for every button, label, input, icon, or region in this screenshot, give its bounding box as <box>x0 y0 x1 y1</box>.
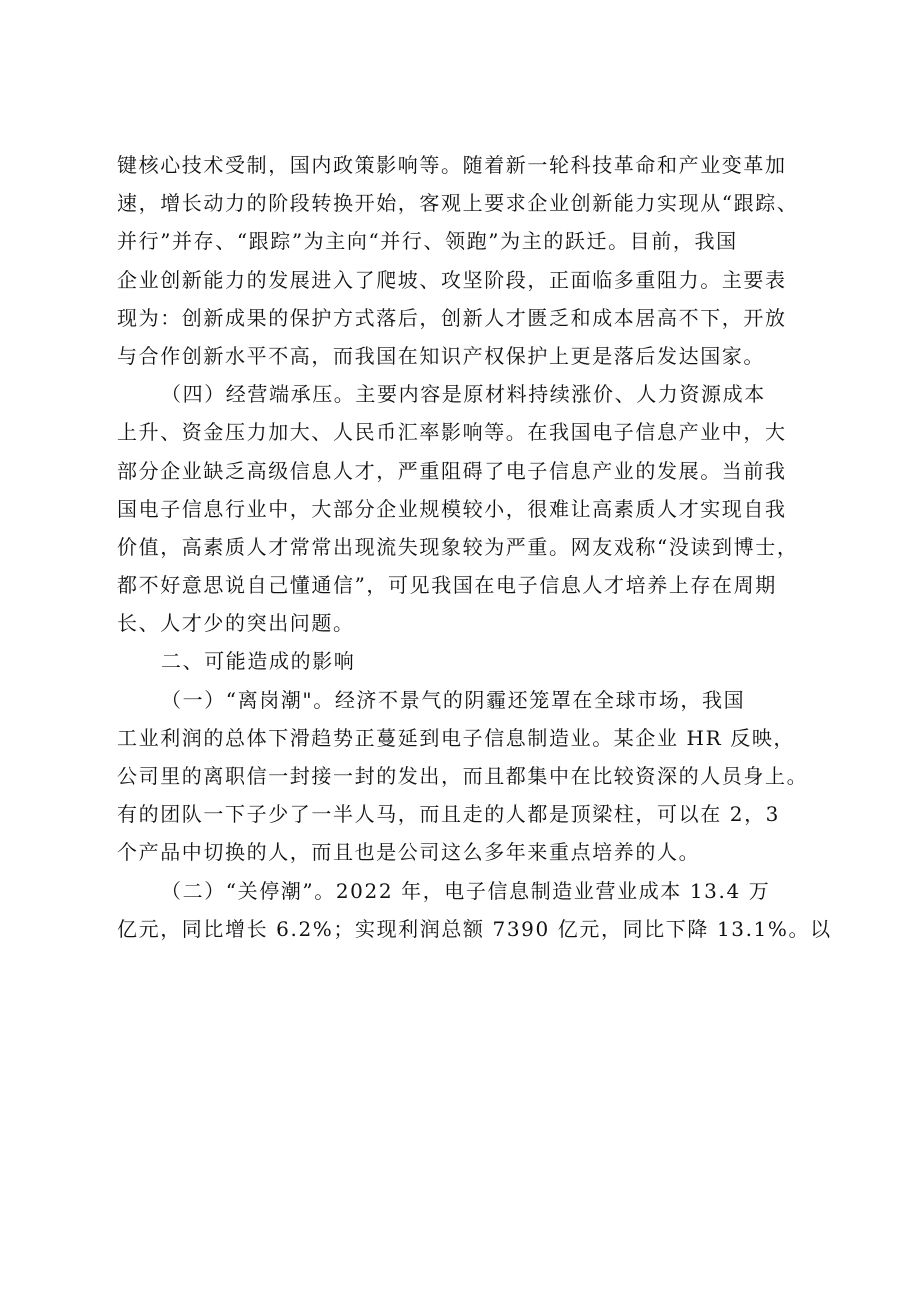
text-line: 国电子信息行业中，大部分企业规模较小，很难让高素质人才实现自我 <box>117 496 787 521</box>
text-line: 公司里的离职信一封接一封的发出，而且都集中在比较资深的人员身上。 <box>117 764 809 788</box>
text-line: 工业利润的总体下滑趋势正蔓延到电子信息制造业。某企业 HR 反映， <box>117 725 796 750</box>
paragraph-start-line: （四）经营端承压。主要内容是原材料持续涨价、人力资源成本 <box>161 382 766 407</box>
text-line: 亿元，同比增长 6.2%；实现利润总额 7390 亿元，同比下降 13.1%。以 <box>117 916 832 941</box>
text-line: 价值，高素质人才常常出现流失现象较为严重。网友戏称“没读到博士， <box>117 534 799 559</box>
text-line: 长、人才少的突出问题。 <box>117 611 355 636</box>
text-line: 个产品中切换的人，而且也是公司这么多年来重点培养的人。 <box>117 840 701 865</box>
text-line: 现为：创新成果的保护方式落后，创新人才匮乏和成本居高不下，开放 <box>117 305 787 330</box>
text-line: 与合作创新水平不高，而我国在知识产权保护上更是落后发达国家。 <box>117 343 765 368</box>
paragraph-start-line: （二）“关停潮”。2022 年，电子信息制造业营业成本 13.4 万 <box>161 878 771 903</box>
text-line: 速，增长动力的阶段转换开始，客观上要求企业创新能力实现从“跟踪、 <box>117 191 799 216</box>
text-line: 键核心技术受制，国内政策影响等。随着新一轮科技革命和产业变革加 <box>117 153 787 177</box>
paragraph-start-line: （一）“离岗潮"。经济不景气的阴霾还笼罩在全球市场，我国 <box>161 687 746 712</box>
section-heading: 二、可能造成的影响 <box>161 649 356 674</box>
text-line: 都不好意思说自己懂通信”，可见我国在电子信息人才培养上存在周期 <box>117 573 777 598</box>
text-line: 部分企业缺乏高级信息人才，严重阻碍了电子信息产业的发展。当前我 <box>117 458 787 483</box>
text-line: 企业创新能力的发展进入了爬坡、攻坚阶段，正面临多重阻力。主要表 <box>117 267 787 292</box>
text-line: 上升、资金压力加大、人民币汇率影响等。在我国电子信息产业中，大 <box>117 420 787 445</box>
text-line: 并行”并存、“跟踪”为主向“并行、领跑”为主的跃迁。目前，我国 <box>117 229 738 254</box>
document-body <box>117 146 832 948</box>
text-line: 有的团队一下子少了一半人马，而且走的人都是顶梁柱，可以在 2，3 <box>117 802 781 827</box>
